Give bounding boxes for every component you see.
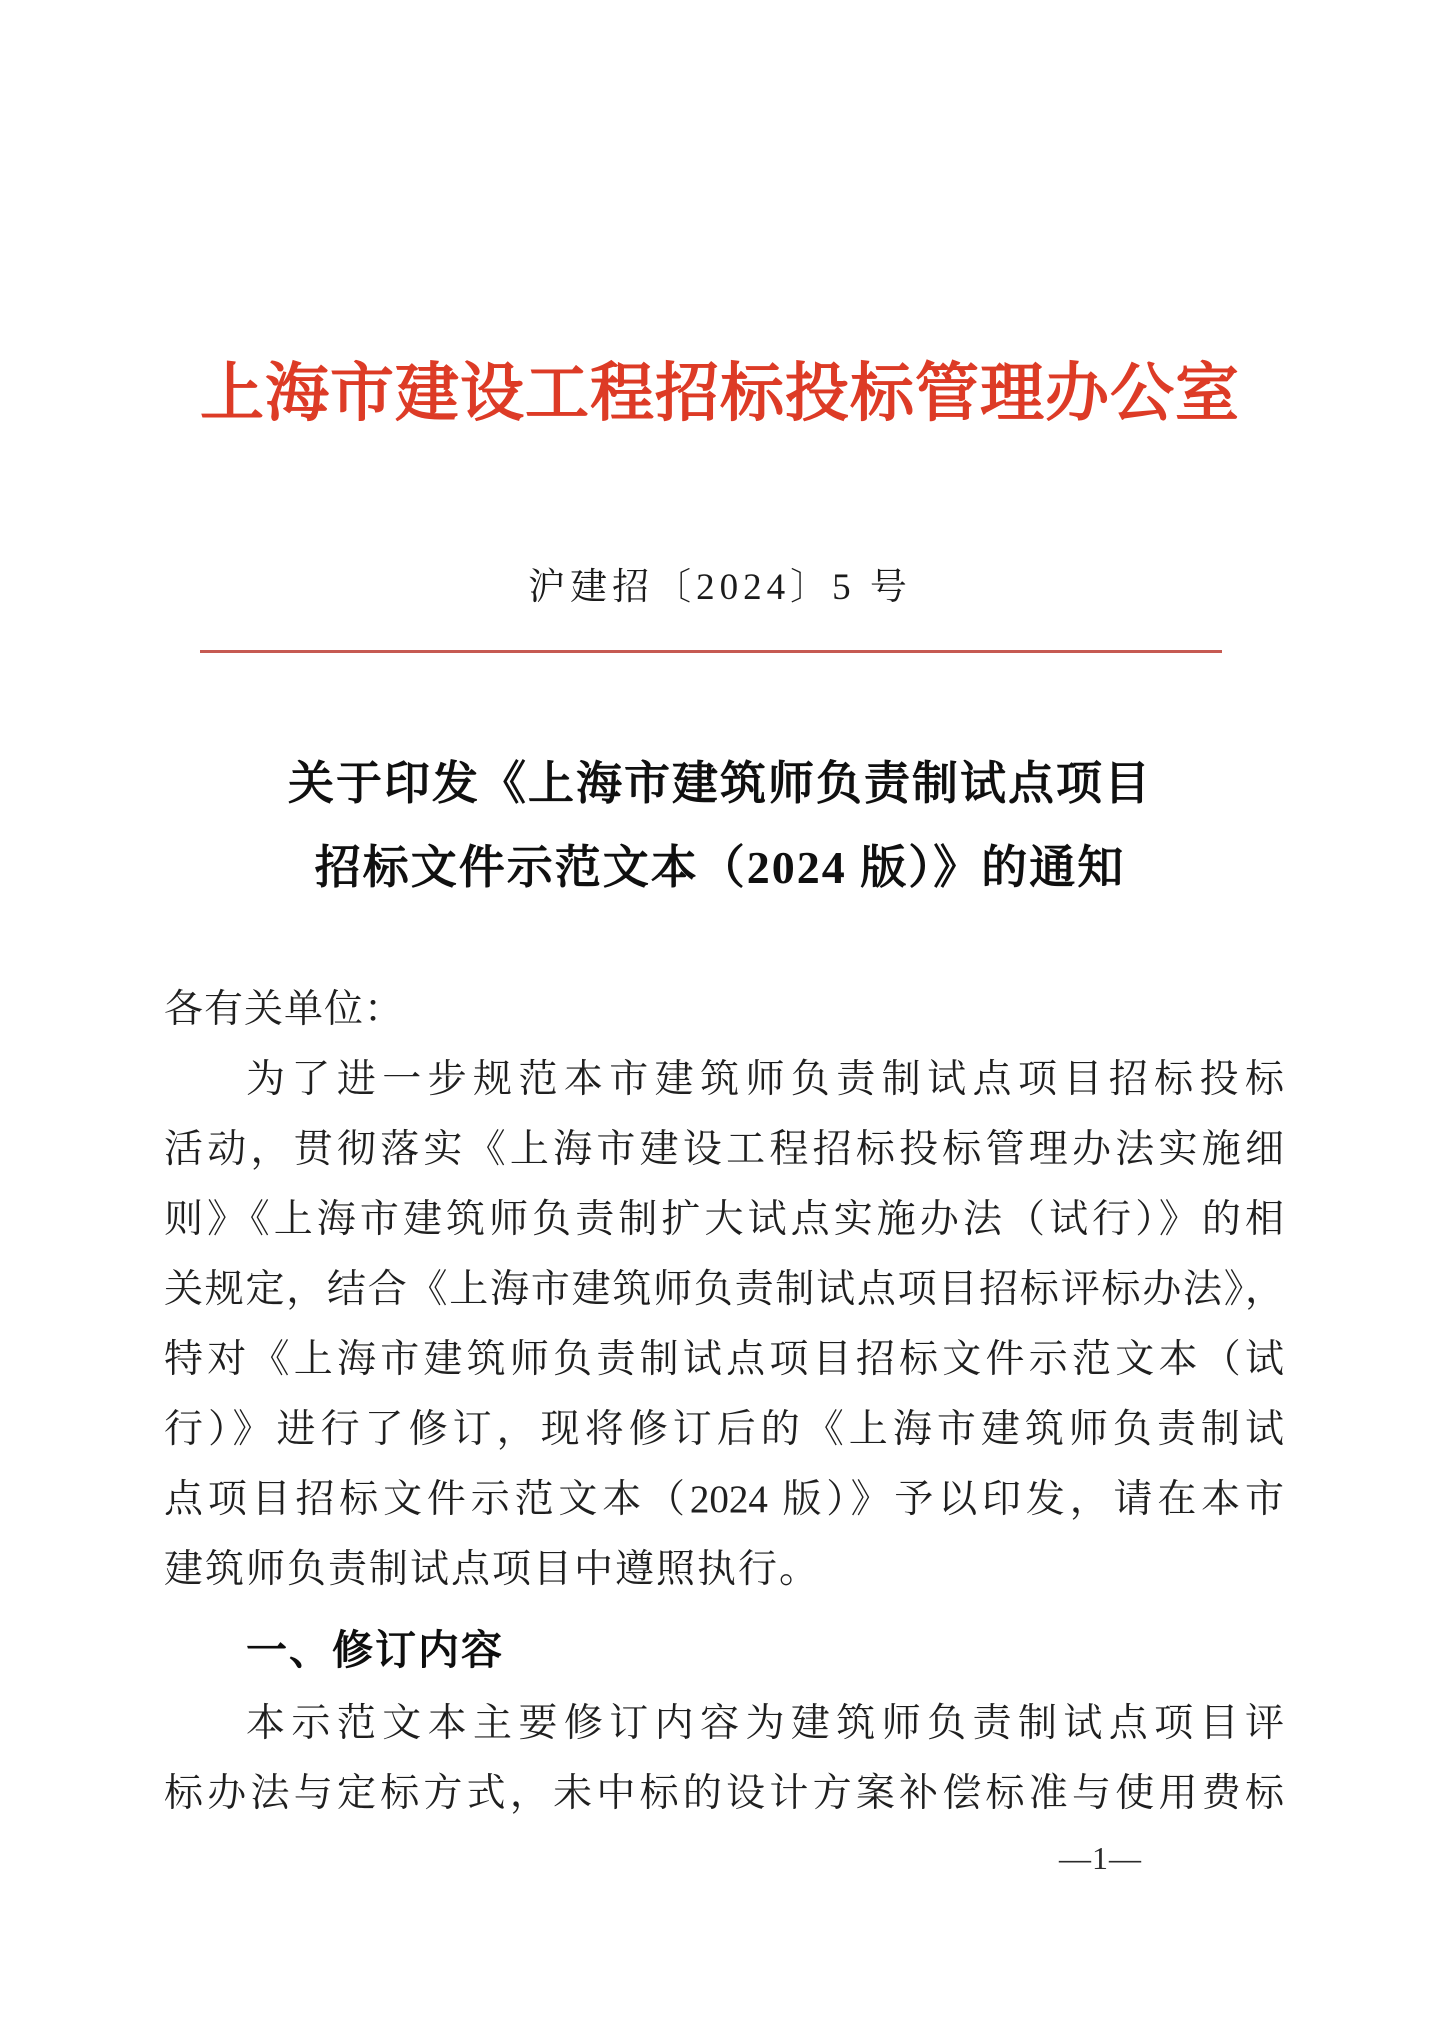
paragraph-2-line: 本示范文本主要修订内容为建筑师负责制试点项目评: [246, 1702, 1284, 1745]
salutation: 各有关单位：: [164, 988, 405, 1031]
paragraph-1-line: 建筑师负责制试点项目中遵照执行。: [164, 1548, 821, 1591]
paragraph-1-line: 行）》进行了修订，现将修订后的《上海市建筑师负责制试: [164, 1408, 1284, 1451]
notice-title: [0, 742, 1440, 910]
paragraph-1-line: 则》《上海市建筑师负责制扩大试点实施办法（试行）》的相: [164, 1198, 1284, 1241]
document-body: [164, 975, 1284, 1829]
notice-title-line: 关于印发《上海市建筑师负责制试点项目: [288, 758, 1152, 809]
paragraph-1-line: 活动，贯彻落实《上海市建设工程招标投标管理办法实施细: [164, 1128, 1284, 1171]
paragraph-1-line: 关规定，结合《上海市建筑师负责制试点项目招标评标办法》，: [164, 1268, 1284, 1311]
paragraph-2: [164, 1689, 1284, 1829]
paragraph-1-line: 点项目招标文件示范文本（2024 版）》予以印发，请在本市: [164, 1478, 1284, 1521]
section-heading-revision-content: 一、修订内容: [246, 1627, 504, 1673]
notice-title-line: 招标文件示范文本（2024 版）》的通知: [314, 842, 1126, 893]
page-number: —1—: [1059, 1840, 1142, 1876]
issuing-authority-title: 上海市建设工程招标投标管理办公室: [200, 358, 1240, 429]
header-divider-rule: [200, 650, 1222, 653]
paragraph-2-line: 标办法与定标方式，未中标的设计方案补偿标准与使用费标: [164, 1772, 1284, 1815]
document-reference-number: 沪建招〔2024〕5 号: [528, 567, 912, 608]
paragraph-1: [164, 1045, 1284, 1605]
paragraph-1-line: 特对《上海市建筑师负责制试点项目招标文件示范文本（试: [164, 1338, 1284, 1381]
paragraph-1-line: 为了进一步规范本市建筑师负责制试点项目招标投标: [246, 1058, 1284, 1101]
